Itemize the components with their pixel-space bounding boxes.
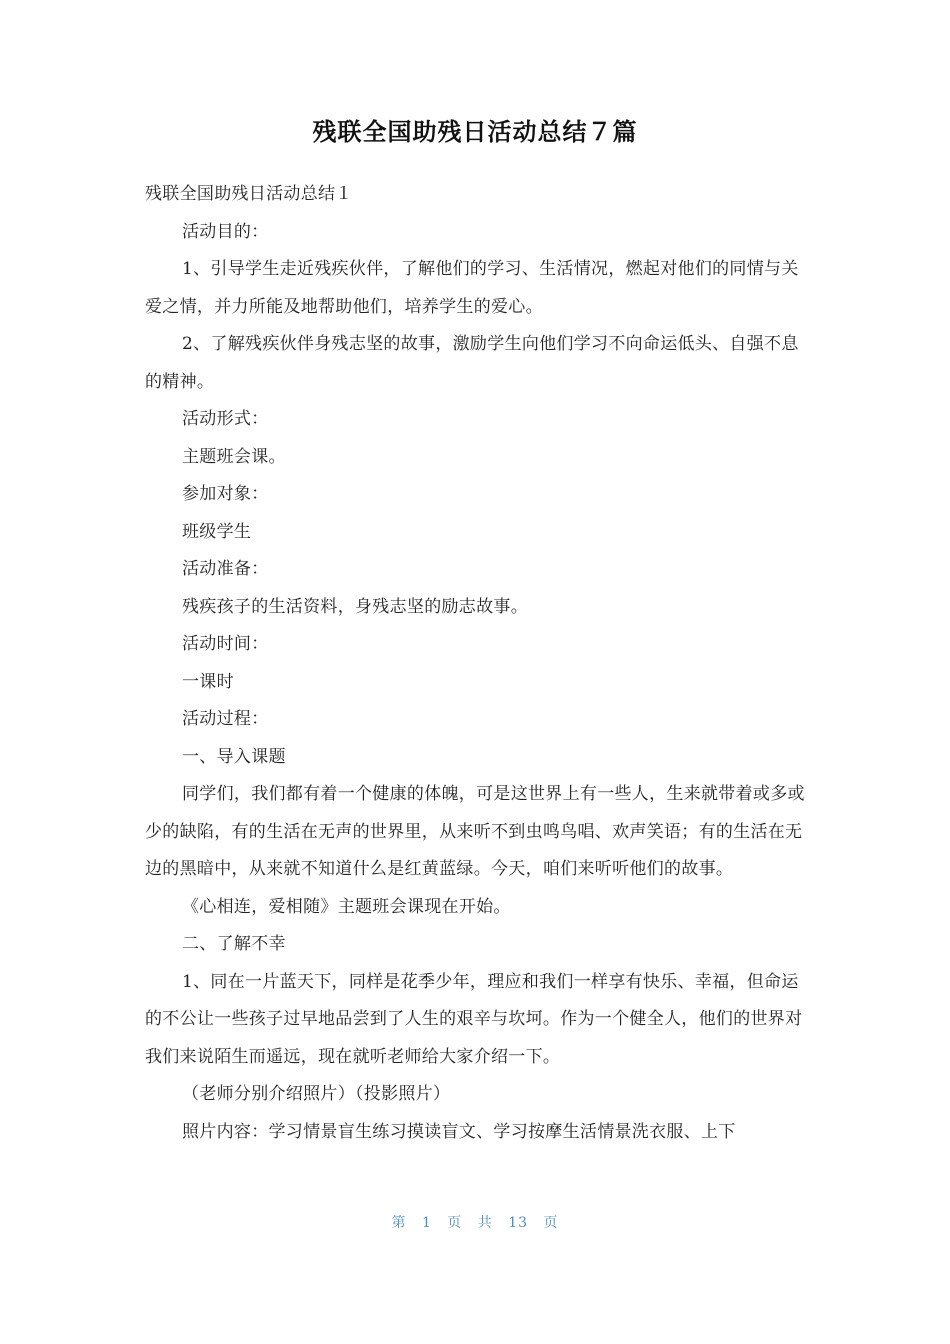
paragraph: 活动时间： (182, 634, 269, 654)
paragraph: 活动准备： (182, 559, 269, 579)
paragraph: 2、了解残疾伙伴身残志坚的故事，激励学生向他们学习不向命运低头、自强不息的精神。 (145, 334, 799, 392)
paragraph: 一课时 (182, 671, 234, 692)
paragraph: 残疾孩子的生活资料，身残志坚的励志故事。 (182, 596, 528, 617)
paragraph: （老师分别介绍照片）（投影照片） (182, 1084, 451, 1104)
paragraph: 参加对象： (182, 484, 269, 504)
paragraph: 活动目的： (182, 221, 269, 242)
section-heading: 残联全国助残日活动总结１ (145, 184, 353, 204)
paragraph: 《心相连，爱相随》主题班会课现在开始。 (182, 896, 511, 917)
paragraph: 1、同在一片蓝天下，同样是花季少年，理应和我们一样享有快乐、幸福，但命运的不公让一些孩子过早地品尝到了人生的艰辛与坎坷。作为一个健全人，他们的世界对我们来说陌生而遥远，现在就听老师给大家介绍一下。 (145, 971, 803, 1067)
paragraph: 照片内容：学习情景盲生练习摸读盲文、学习按摩生活情景洗衣服、上下 (182, 1121, 736, 1142)
document-title: 残联全国助残日活动总结７篇 (312, 118, 638, 146)
paragraph: 活动形式： (182, 409, 269, 429)
paragraph: 1、引导学生走近残疾伙伴，了解他们的学习、生活情况，燃起对他们的同情与关爱之情，并力所能及地帮助他们，培养学生的爱心。 (145, 259, 799, 317)
paragraph: 二、了解不幸 (182, 934, 286, 954)
paragraph: 主题班会课。 (182, 446, 286, 467)
paragraph: 活动过程： (182, 709, 269, 729)
paragraph: 同学们，我们都有着一个健康的体魄，可是这世界上有一些人，生来就带着或多或少的缺陷，有的生活在无声的世界里，从来听不到虫鸣鸟唱、欢声笑语；有的生活在无边的黑暗中，从来就不知道什么是红黄蓝绿。今天，咱们来听听他们的故事。 (145, 784, 805, 879)
page-footer: 第 1 页 共 13 页 (391, 1215, 559, 1231)
document-body (145, 176, 805, 1151)
paragraph: 一、导入课题 (182, 746, 286, 767)
paragraph: 班级学生 (182, 521, 252, 542)
